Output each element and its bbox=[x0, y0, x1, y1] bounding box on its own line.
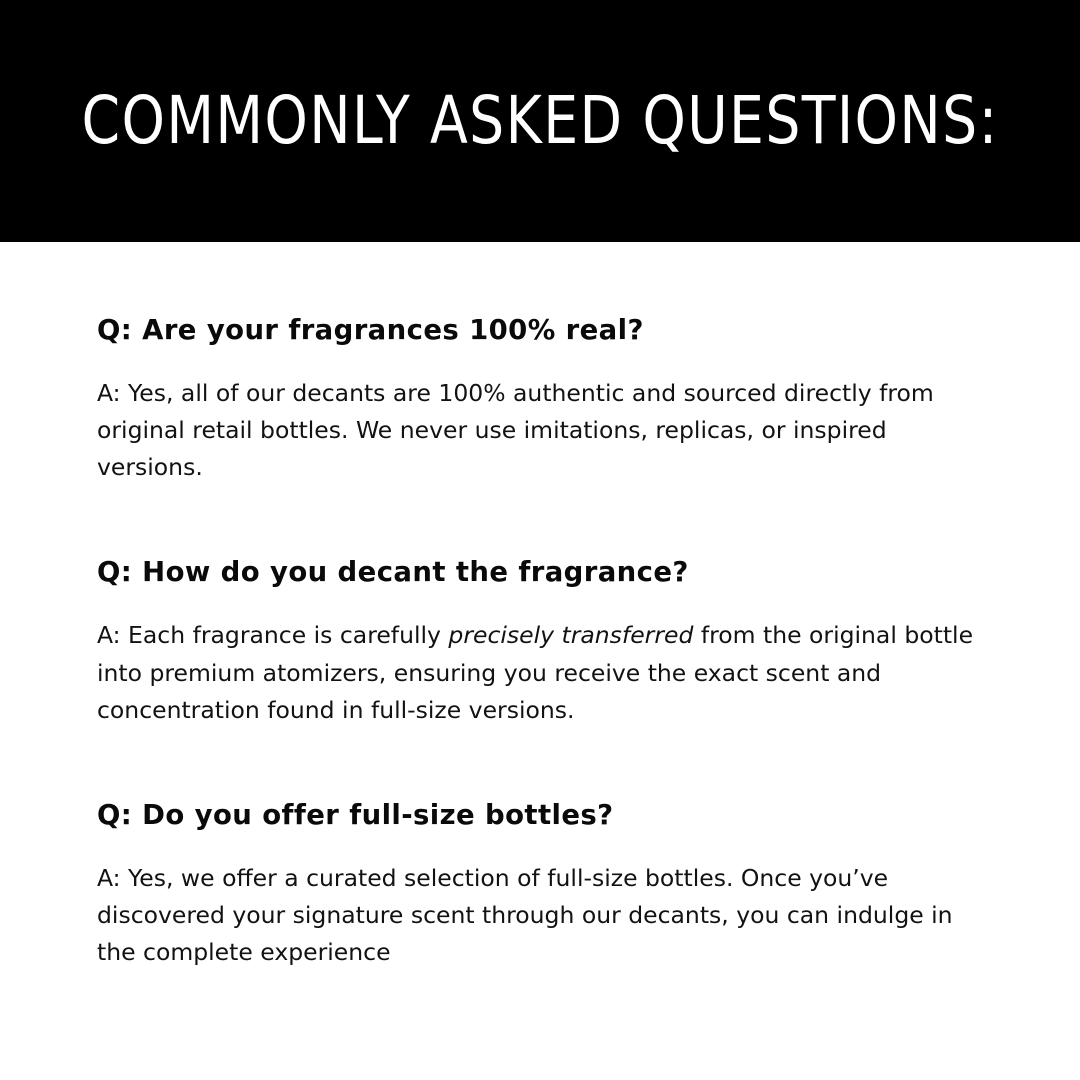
faq-answer-text: A: Each fragrance is carefully bbox=[97, 621, 449, 650]
faq-item bbox=[97, 314, 984, 486]
faq-item bbox=[97, 799, 984, 971]
faq-answer bbox=[97, 617, 984, 728]
faq-question: Q: Are your fragrances 100% real? bbox=[97, 314, 644, 346]
faq-answer-emphasis: precisely transferred bbox=[448, 621, 694, 650]
faq-list bbox=[0, 242, 1080, 971]
header-banner bbox=[0, 0, 1080, 242]
faq-answer bbox=[97, 860, 984, 971]
faq-question: Q: How do you decant the fragrance? bbox=[97, 556, 689, 589]
faq-answer-text-cont: from the original bottle into premium atomizers, ensuring you receive the exact scent and concentration found in full-size versions. bbox=[97, 621, 974, 724]
faq-item bbox=[97, 556, 984, 728]
faq-question: Q: Do you offer full-size bottles? bbox=[97, 798, 614, 831]
faq-answer-text: A: Yes, all of our decants are 100% authentic and sourced directly from original retail bottles. We never use imitations, replicas, or inspired versions. bbox=[97, 379, 934, 482]
faq-answer-text: A: Yes, we offer a curated selection of full-size bottles. Once you’ve discovered your signature scent through our decants, you can indulge in the complete experience bbox=[97, 863, 953, 966]
page-title: COMMONLY ASKED QUESTIONS: bbox=[81, 82, 999, 159]
faq-answer bbox=[97, 375, 984, 486]
